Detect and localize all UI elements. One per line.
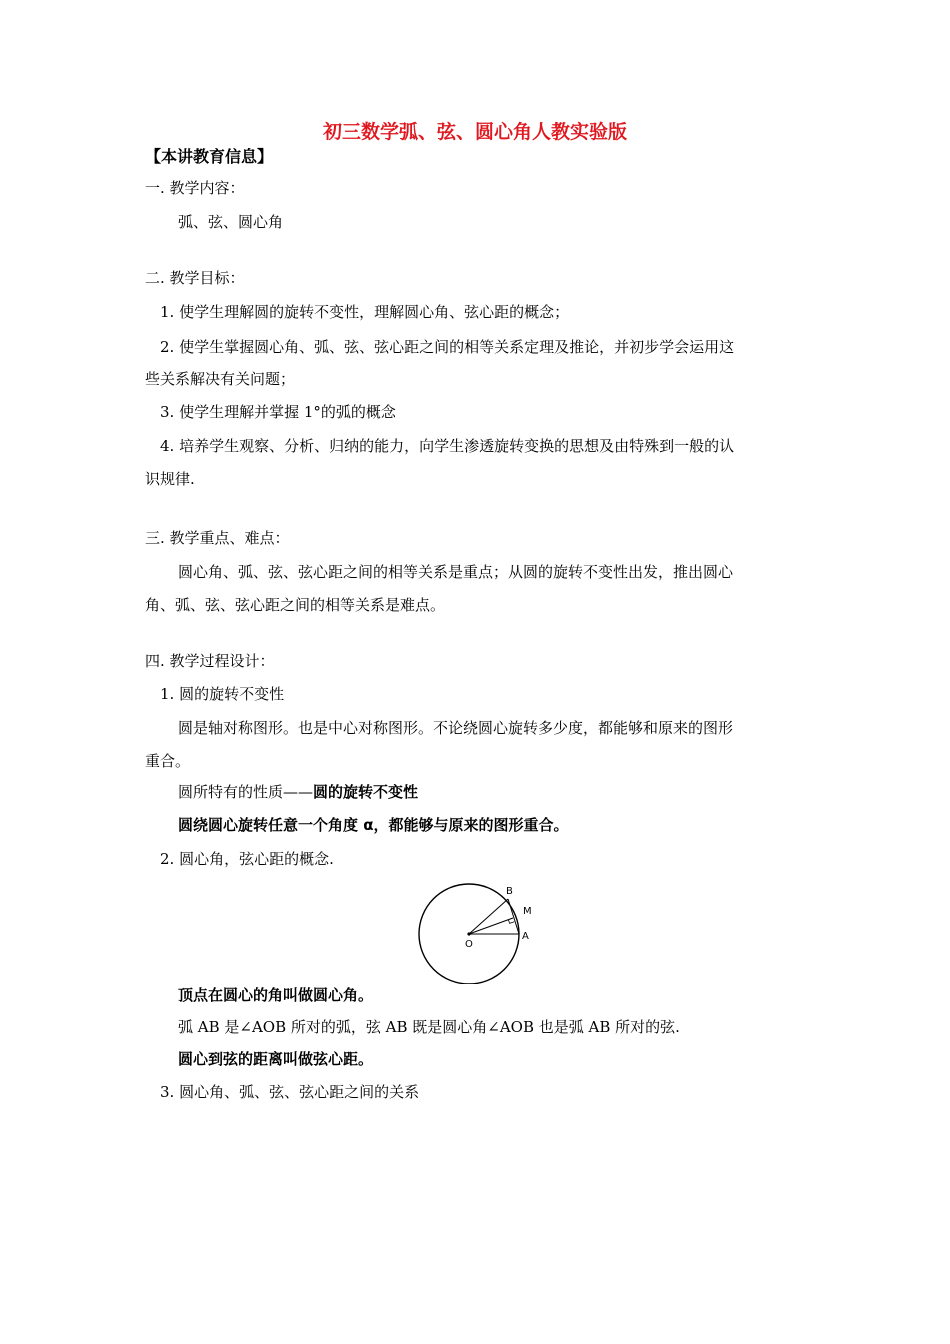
radius-ob [469,899,508,934]
central-angle-definition: 顶点在圆心的角叫做圆心角。 [178,986,374,1004]
section-1-body: 弧、弦、圆心角 [178,213,284,231]
rotation-invariance-term: 圆的旋转不变性 [313,783,419,801]
label-a: A [522,931,529,942]
point-2-heading: 2. 圆心角，弦心距的概念. [160,850,334,868]
circle-figure [410,872,550,984]
point-3-heading: 3. 圆心角、弧、弦、弦心距之间的关系 [160,1083,420,1101]
label-m: M [523,906,532,917]
point-1-heading: 1. 圆的旋转不变性 [160,685,285,703]
goal-2-line-1: 2. 使学生掌握圆心角、弧、弦、弦心距之间的相等关系定理及推论，并初步学会运用这 [160,338,735,356]
rotation-invariance-line [178,782,843,802]
arc-chord-explanation: 弧 AB 是∠AOB 所对的弧，弦 AB 既是圆心角∠AOB 也是弧 AB 所对的弦. [178,1018,680,1036]
goal-3: 3. 使学生理解并掌握 1°的弧的概念 [160,403,396,421]
distance-om [469,918,513,934]
document-title: 初三数学弧、弦、圆心角人教实验版 [322,121,627,143]
section-4-heading: 四. 教学过程设计： [145,652,275,670]
section-3-body-line-1: 圆心角、弧、弦、弦心距之间的相等关系是重点；从圆的旋转不变性出发，推出圆心 [178,563,734,581]
chord-distance-definition: 圆心到弦的距离叫做弦心距。 [178,1050,374,1068]
rotation-rule: 圆绕圆心旋转任意一个角度 α，都能够与原来的图形重合。 [178,816,569,834]
point-1-body-line-1: 圆是轴对称图形。也是中心对称图形。不论绕圆心旋转多少度，都能够和原来的图形 [178,719,734,737]
section-1-heading: 一. 教学内容： [145,179,245,197]
right-angle-mark [508,920,514,924]
point-1-body-line-2: 重合。 [145,752,191,770]
goal-1: 1. 使学生理解圆的旋转不变性，理解圆心角、弦心距的概念； [160,303,570,321]
rotation-invariance-prefix: 圆所特有的性质—— [178,783,314,801]
section-3-body-line-2: 角、弧、弦、弦心距之间的相等关系是难点。 [145,596,446,614]
section-3-heading: 三. 教学重点、难点： [145,529,290,547]
goal-4-line-1: 4. 培养学生观察、分析、归纳的能力，向学生渗透旋转变换的思想及由特殊到一般的认 [160,437,735,455]
label-o: O [465,939,473,950]
center-point [467,932,470,935]
chord-ab [508,899,519,934]
label-b: B [506,886,513,897]
goal-4-line-2: 识规律. [145,470,195,488]
section-header: 【本讲教育信息】 [145,147,274,166]
goal-2-line-2: 些关系解决有关问题； [145,370,296,388]
section-2-heading: 二. 教学目标： [145,269,245,287]
